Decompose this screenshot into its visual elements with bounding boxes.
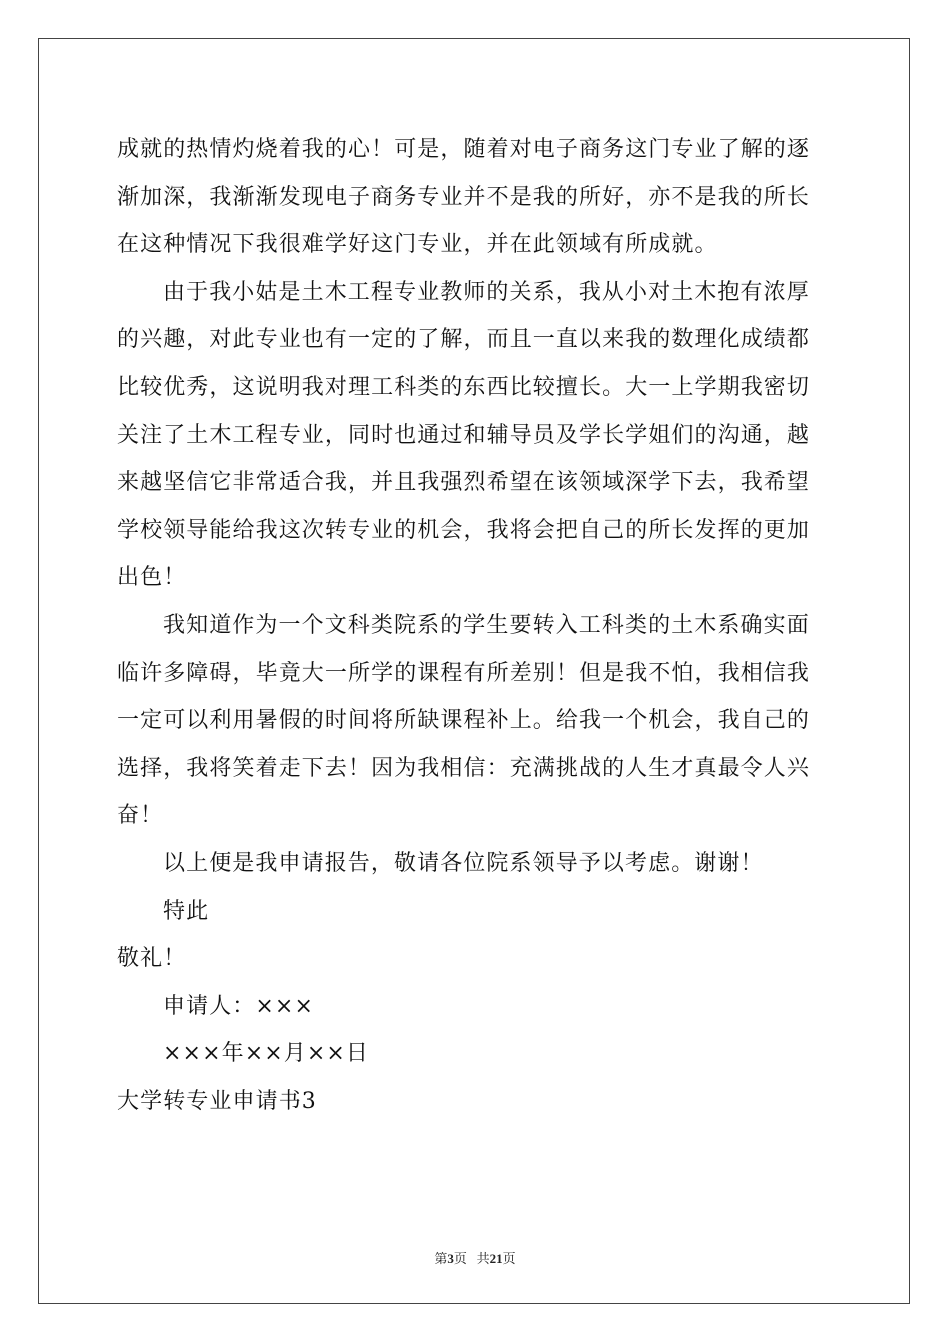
paragraph-start-line: 我知道作为一个文科类院系的学生要转入工科类的土木系确实面 xyxy=(163,612,810,638)
text-line: 学校领导能给我这次转专业的机会，我将会把自己的所长发挥的更加 xyxy=(117,517,811,543)
text-line: 成就的热情灼烧着我的心！可是，随着对电子商务这门专业了解的逐 xyxy=(117,137,811,162)
footer-page-prefix: 第 xyxy=(434,1251,448,1266)
document-body xyxy=(117,126,833,1125)
text-line: 一定可以利用暑假的时间将所缺课程补上。给我一个机会，我自己的 xyxy=(117,708,811,734)
closing-phrase: 特此 xyxy=(163,898,210,924)
text-line: 渐加深，我渐渐发现电子商务专业并不是我的所好，亦不是我的所长 xyxy=(117,184,811,210)
text-line: 关注了土木工程专业，同时也通过和辅导员及学长学姐们的沟通，越 xyxy=(117,422,811,448)
text-line: 的兴趣，对此专业也有一定的了解，而且一直以来我的数理化成绩都 xyxy=(117,327,811,353)
footer-page-number: 3 xyxy=(447,1251,454,1266)
text-line: 出色！ xyxy=(117,565,187,591)
text-line: 在这种情况下我很难学好这门专业，并在此领域有所成就。 xyxy=(117,232,718,258)
applicant-line: 申请人：××× xyxy=(163,993,315,1019)
text-line: 来越坚信它非常适合我，并且我强烈希望在该领域深学下去，我希望 xyxy=(117,470,811,496)
footer-total-suffix: 页 xyxy=(502,1251,516,1266)
paragraph-start-line: 由于我小姑是土木工程专业教师的关系，我从小对土木抱有浓厚 xyxy=(163,279,810,305)
text-line: 比较优秀，这说明我对理工科类的东西比较擅长。大一上学期我密切 xyxy=(117,374,811,400)
closing-paragraph: 以上便是我申请报告，敬请各位院系领导予以考虑。谢谢！ xyxy=(163,850,764,876)
footer-total-prefix: 共 xyxy=(476,1251,490,1266)
salutation: 敬礼！ xyxy=(117,946,187,972)
text-line: 临许多障碍，毕竟大一所学的课程有所差别！但是我不怕，我相信我 xyxy=(117,660,811,686)
footer-page-suffix: 页 xyxy=(453,1251,467,1266)
page-footer xyxy=(0,1248,950,1267)
footer-total-pages: 21 xyxy=(489,1251,503,1266)
section-heading: 大学转专业申请书3 xyxy=(117,1088,317,1114)
date-line: ×××年××月××日 xyxy=(163,1041,370,1067)
text-line: 奋！ xyxy=(117,803,164,829)
text-line: 选择，我将笑着走下去！因为我相信：充满挑战的人生才真最令人兴 xyxy=(117,755,811,781)
